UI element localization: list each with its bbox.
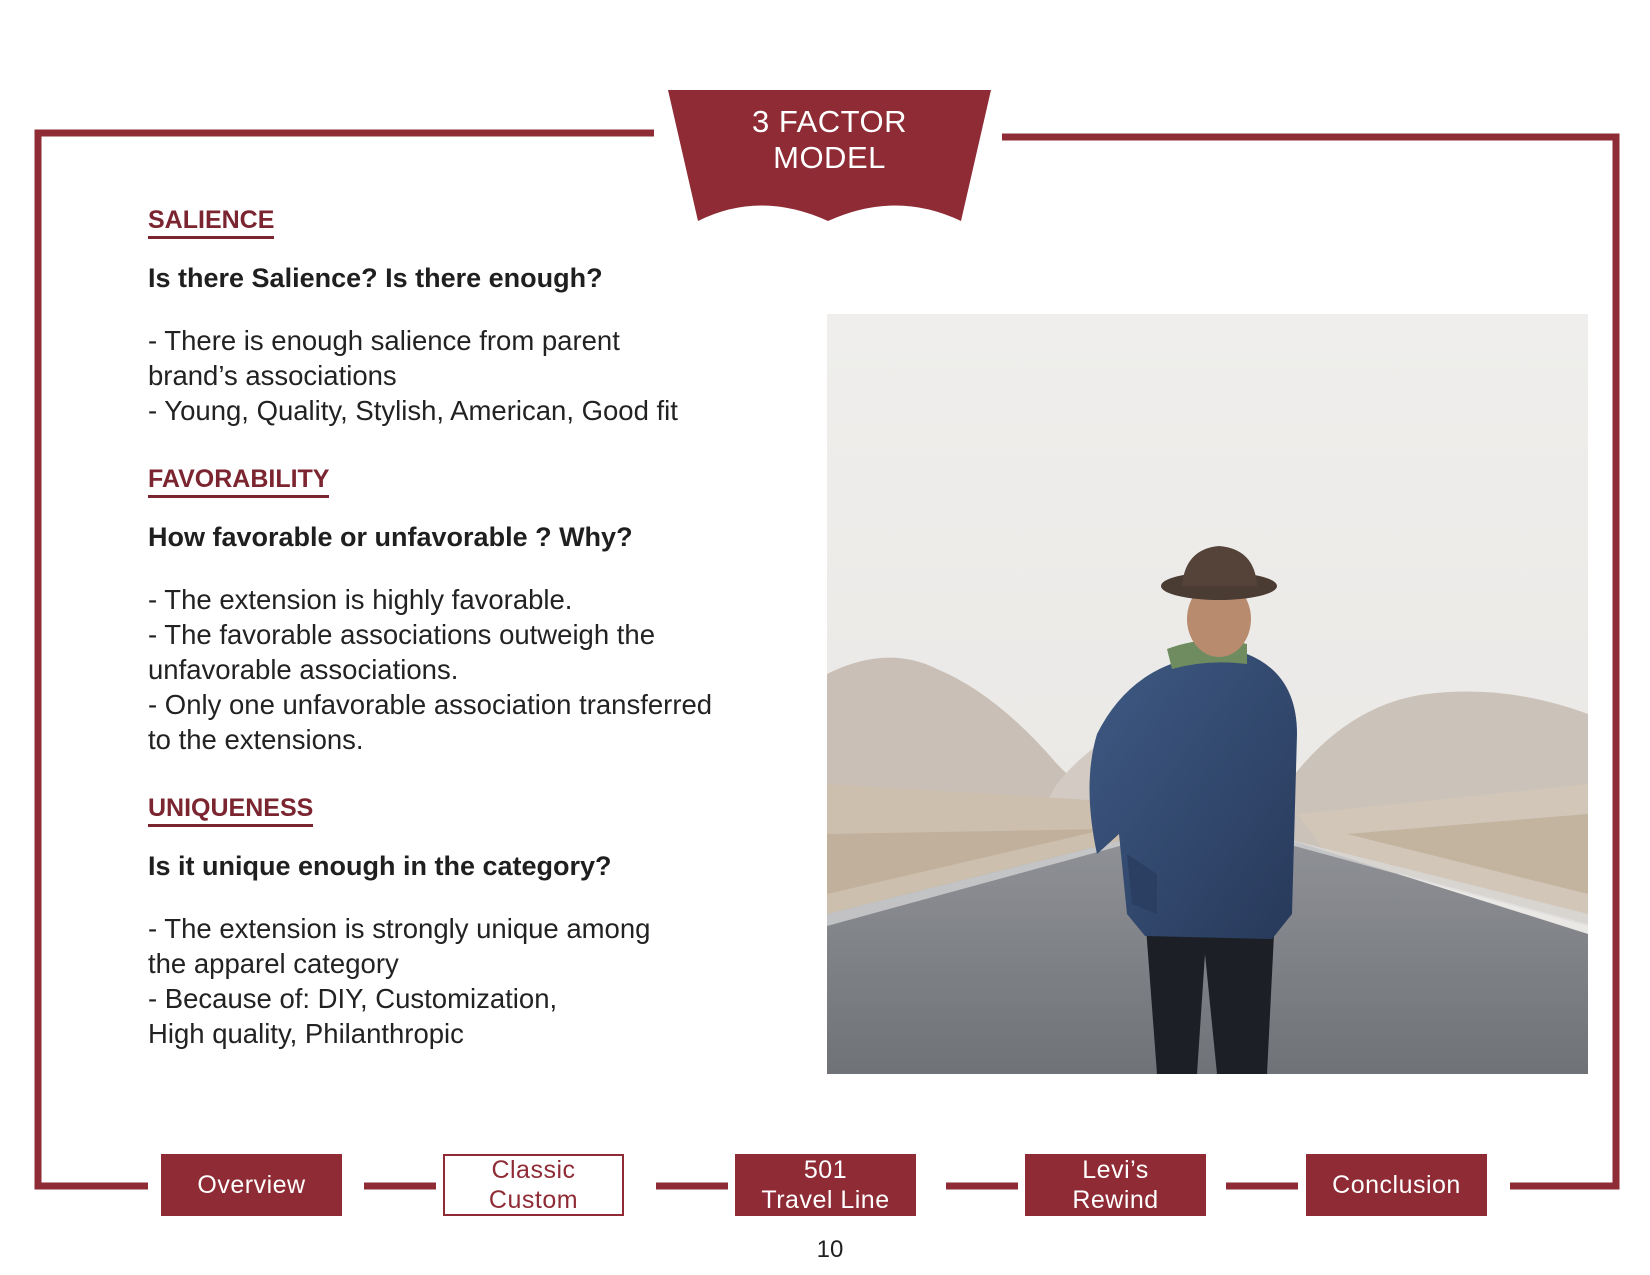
nav-conclusion-button[interactable]: Conclusion <box>1306 1154 1487 1216</box>
section-heading: FAVORABILITY <box>148 464 329 498</box>
bullet-line: to the extensions. <box>148 724 364 755</box>
section-question: How favorable or unfavorable ? Why? <box>148 522 633 552</box>
bullet-line: High quality, Philanthropic <box>148 1018 464 1049</box>
photo-illustration <box>827 314 1588 1074</box>
bullet-line: - Young, Quality, Stylish, American, Good fit <box>148 395 678 426</box>
bullet-line: - Because of: DIY, Customization, <box>148 983 558 1014</box>
section-salience <box>148 205 778 428</box>
section-question: Is it unique enough in the category? <box>148 851 612 881</box>
bullet-line: - The extension is strongly unique among <box>148 913 651 944</box>
bullet-line: - Only one unfavorable association transferred <box>148 689 713 720</box>
bullet-line: - There is enough salience from parent <box>148 325 620 356</box>
banner-title-line1: 3 FACTOR <box>751 104 908 139</box>
page-number: 10 <box>816 1236 844 1263</box>
bullet-line: unfavorable associations. <box>148 654 459 685</box>
bullet-line: the apparel category <box>148 948 399 979</box>
section-uniqueness <box>148 793 778 1051</box>
bullet-line: - The extension is highly favorable. <box>148 584 573 615</box>
nav-levis-rewind-button[interactable]: Levi’s Rewind <box>1025 1154 1206 1216</box>
banner-title <box>668 104 991 176</box>
section-heading: SALIENCE <box>148 205 274 239</box>
factor-content <box>148 205 778 1051</box>
banner-title-line2: MODEL <box>773 140 886 175</box>
bullet-line: - The favorable associations outweigh the <box>148 619 656 650</box>
hero-photo <box>827 314 1588 1074</box>
nav-overview-button[interactable]: Overview <box>161 1154 342 1216</box>
section-question: Is there Salience? Is there enough? <box>148 263 603 293</box>
nav-501-travel-line-button[interactable]: 501 Travel Line <box>735 1154 916 1216</box>
bullet-line: brand’s associations <box>148 360 397 391</box>
nav-classic-custom-button[interactable]: Classic Custom <box>443 1154 624 1216</box>
section-heading: UNIQUENESS <box>148 793 313 827</box>
section-favorability <box>148 464 778 757</box>
